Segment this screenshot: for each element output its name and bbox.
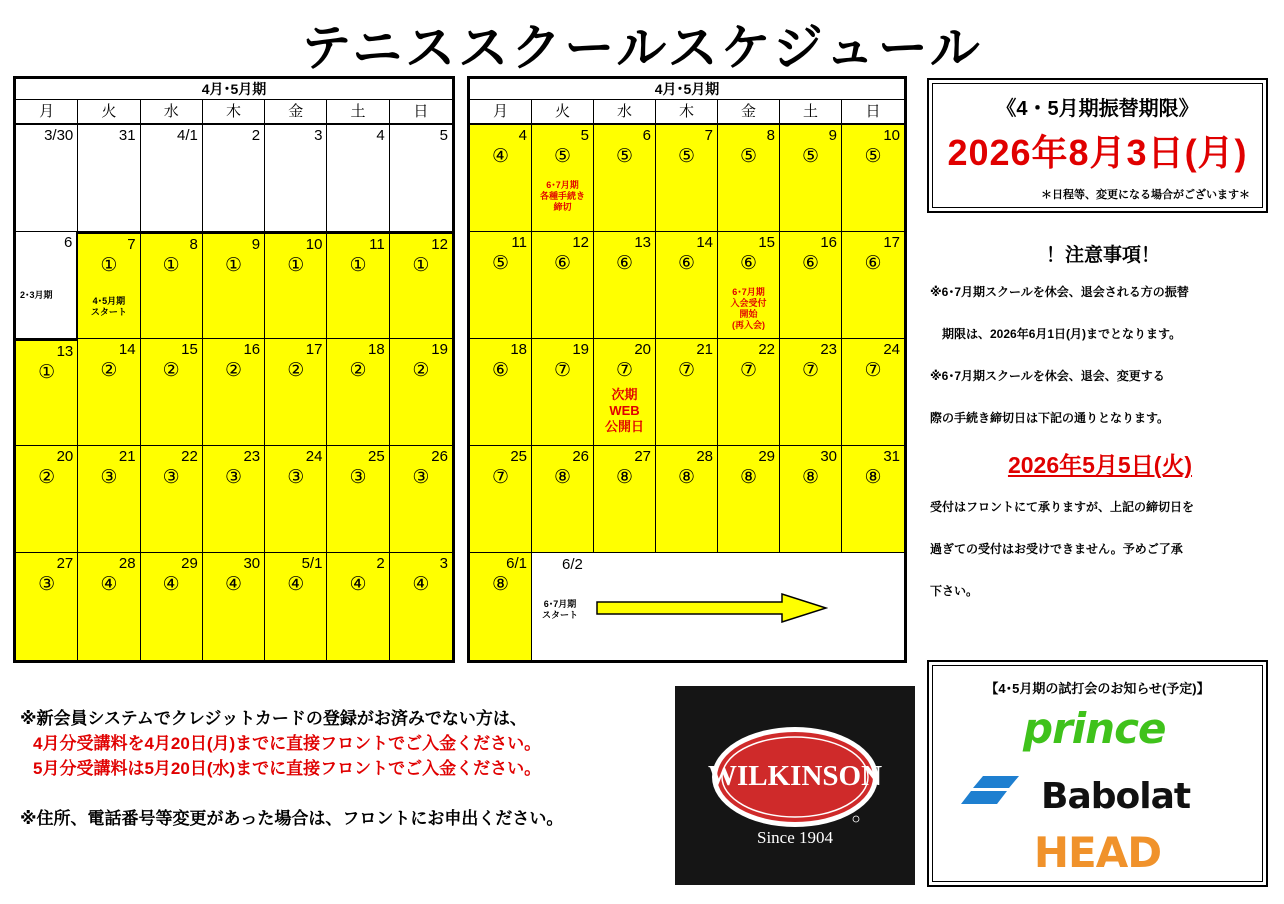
calendar-day-cell (203, 339, 265, 446)
cell-date: 3 (439, 555, 448, 572)
calendar-day-cell (141, 446, 203, 553)
calendar-day-cell (203, 232, 265, 339)
session-number: ③ (38, 574, 56, 595)
calendar-day-cell (327, 125, 389, 232)
cell-date: 5/1 (301, 555, 323, 572)
session-number: ③ (412, 467, 430, 488)
calendar-day-cell (718, 232, 780, 339)
notices-section (930, 240, 1270, 626)
notice-line: ※6･7月期スクールを休会、退会される方の振替 (930, 285, 1189, 299)
calendar-day-cell (594, 339, 656, 446)
weekday-row (470, 100, 904, 125)
session-number: ① (412, 255, 430, 276)
trial-title: 【4･5月期の試打会のお知らせ(予定)】 (985, 681, 1210, 696)
cell-date: 18 (368, 341, 385, 358)
calendar-right (467, 76, 907, 663)
cell-date: 24 (305, 448, 323, 465)
session-number: ④ (100, 574, 118, 595)
calendar-grid (470, 125, 904, 660)
cell-date: 21 (696, 341, 713, 358)
cell-date: 30 (243, 555, 261, 572)
cell-date: 20 (634, 341, 651, 358)
notice-line: 期限は、2026年6月1日(月)までとなります。 (942, 327, 1182, 341)
session-number: ③ (224, 467, 243, 488)
session-number: ⑤ (864, 146, 882, 167)
calendar-day-cell (265, 339, 327, 446)
cell-date: 31 (883, 448, 900, 465)
calendar-day-cell (141, 553, 203, 660)
cell-date: 3 (314, 127, 323, 144)
cell-date: 23 (820, 341, 837, 358)
cell-date: 7 (704, 127, 713, 144)
session-number: ① (287, 255, 305, 276)
weekday-wed: 水 (594, 100, 656, 123)
cell-note: 4･5月期 スタート (90, 296, 127, 317)
session-number: ⑤ (615, 146, 634, 167)
calendar-day-cell (78, 339, 140, 446)
calendar-day-cell (265, 446, 327, 553)
session-number: ③ (100, 467, 118, 488)
session-number: ① (224, 255, 243, 276)
cell-date: 22 (758, 341, 775, 358)
calendar-day-cell (656, 446, 718, 553)
cell-date: 10 (305, 236, 323, 253)
cell-note: 6･7月期 スタート (542, 599, 579, 620)
calendar-day-cell (141, 232, 203, 339)
session-number: ⑥ (801, 253, 820, 274)
session-number: ⑧ (677, 467, 696, 488)
weekday-thu: 木 (203, 100, 265, 123)
calendar-day-cell (718, 339, 780, 446)
calendar-day-cell (141, 339, 203, 446)
cell-date: 24 (883, 341, 900, 358)
cell-date: 30 (820, 448, 837, 465)
cell-date: 9 (251, 236, 261, 253)
deadline-footnote: ＊日程等、変更になる場合がございます＊ (1041, 189, 1250, 201)
weekday-tue: 火 (78, 100, 140, 123)
cell-date: 6 (642, 127, 651, 144)
session-number: ⑤ (491, 253, 510, 274)
session-number: ⑤ (553, 146, 572, 167)
cell-date: 5 (439, 127, 448, 144)
calendar-day-cell (16, 446, 78, 553)
weekday-row (16, 100, 452, 125)
session-number: ④ (224, 574, 243, 595)
calendar-day-cell (780, 125, 842, 232)
weekday-fri: 金 (718, 100, 780, 123)
cell-date: 6 (63, 234, 73, 251)
weekday-sat: 土 (327, 100, 389, 123)
cell-note: 2･3月期 (20, 290, 53, 300)
calendar-day-cell (390, 553, 452, 660)
calendar-day-cell (265, 553, 327, 660)
payment-line-may: 5月分受講料は5月20日(水)までに直接フロントでご入金ください。 (33, 759, 542, 778)
weekday-sun: 日 (413, 103, 429, 120)
session-number: ② (162, 360, 180, 381)
session-number: ⑧ (615, 467, 634, 488)
calendar-day-cell (16, 125, 78, 232)
calendar-day-cell (16, 232, 78, 339)
session-number: ⑧ (801, 467, 820, 488)
notice-line: 過ぎての受付はお受けできません。予めご了承 (930, 542, 1183, 556)
calendar-day-cell (78, 446, 140, 553)
cell-note: 次期 WEB 公開日 (604, 387, 644, 434)
cell-date: 10 (883, 127, 900, 144)
calendar-day-cell (594, 125, 656, 232)
calendar-day-cell (390, 232, 452, 339)
session-number: ② (412, 360, 430, 381)
deadline-inner-frame (932, 83, 1263, 208)
weekday-mon: 月 (470, 100, 532, 123)
arrow-right-icon (596, 593, 828, 623)
cell-date: 19 (572, 341, 589, 358)
cell-date: 2 (376, 555, 385, 572)
cell-date: 26 (572, 448, 589, 465)
session-number: ⑧ (553, 467, 572, 488)
calendar-day-cell (842, 125, 904, 232)
calendar-day-cell (390, 446, 452, 553)
session-number: ③ (162, 467, 180, 488)
calendar-day-cell (780, 232, 842, 339)
notice-line: 受付はフロントにて承りますが、上記の締切日を (930, 500, 1195, 514)
session-number: ⑥ (677, 253, 696, 274)
session-number: ⑦ (801, 360, 820, 381)
session-number: ② (100, 360, 118, 381)
cell-date: 4 (376, 127, 385, 144)
cell-date: 5 (580, 127, 589, 144)
cell-date: 28 (696, 448, 713, 465)
cell-date: 21 (118, 448, 136, 465)
calendar-day-cell (390, 125, 452, 232)
weekday-tue: 火 (532, 100, 594, 123)
session-number: ⑦ (553, 360, 572, 381)
session-number: ⑤ (677, 146, 696, 167)
calendar-day-cell (780, 339, 842, 446)
session-number: ④ (162, 574, 180, 595)
calendar-day-cell (656, 125, 718, 232)
cell-date: 4/1 (176, 127, 198, 144)
cell-date: 29 (181, 555, 198, 572)
cell-date: 14 (118, 341, 136, 358)
calendar-day-cell (203, 125, 265, 232)
session-number: ⑥ (615, 253, 634, 274)
calendar-day-cell (327, 446, 389, 553)
session-number: ⑧ (739, 467, 758, 488)
weekday-thu: 木 (656, 100, 718, 123)
deadline-heading: 《4・5月期振替期限》 (996, 98, 1199, 120)
cell-note: 6･7月期 各種手続き 締切 (539, 180, 585, 212)
cell-date: 14 (696, 234, 713, 251)
session-number: ⑥ (491, 360, 510, 381)
calendar-day-cell (470, 125, 532, 232)
calendar-day-cell (78, 232, 140, 339)
session-number: ② (224, 360, 243, 381)
weekday-wed: 水 (141, 100, 203, 123)
weekday-fri: 金 (265, 100, 327, 123)
calendar-day-cell (594, 232, 656, 339)
calendar-day-cell (842, 339, 904, 446)
cell-date: 16 (820, 234, 837, 251)
cell-date: 4 (518, 127, 527, 144)
wilkinson-brand: WILKINSON (707, 760, 883, 792)
cell-date: 9 (828, 127, 837, 144)
cell-date: 18 (510, 341, 527, 358)
calendar-day-cell (16, 553, 78, 660)
makeup-deadline-box (927, 78, 1268, 213)
calendar-day-cell (203, 446, 265, 553)
payment-line: ※新会員システムでクレジットカードの登録がお済みでない方は、 (20, 709, 527, 728)
calendar-left (13, 76, 455, 663)
head-logo: HEAD (1033, 828, 1162, 877)
trial-event-box (927, 660, 1268, 887)
cell-date: 17 (305, 341, 323, 358)
calendar-day-cell (265, 125, 327, 232)
prince-logo: prince (1023, 704, 1166, 753)
notices-title: ！注意事項！ (1045, 245, 1160, 266)
wilkinson-since: Since 1904 (756, 828, 834, 847)
session-number: ⑦ (864, 360, 882, 381)
cell-date: 3/30 (44, 127, 74, 144)
session-number: ⑦ (677, 360, 696, 381)
calendar-day-cell (656, 232, 718, 339)
calendar-day-cell (78, 125, 140, 232)
session-number: ① (349, 255, 367, 276)
cell-date: 15 (758, 234, 775, 251)
cell-date: 19 (431, 341, 448, 358)
cell-date: 15 (181, 341, 198, 358)
cell-date: 22 (181, 448, 198, 465)
deadline-date: 2026年8月3日(月) (947, 132, 1248, 173)
calendar-day-cell (327, 232, 389, 339)
cell-date: 25 (368, 448, 385, 465)
session-number: ① (162, 255, 180, 276)
cell-date: 12 (431, 236, 448, 253)
session-number: ① (100, 255, 118, 276)
session-number: ⑦ (491, 467, 510, 488)
session-number: ④ (491, 146, 510, 167)
cell-date: 16 (243, 341, 261, 358)
cell-date: 25 (510, 448, 527, 465)
calendar-day-cell (470, 553, 532, 660)
cell-date: 29 (758, 448, 775, 465)
session-number: ④ (412, 574, 430, 595)
weekday-mon: 月 (16, 100, 78, 123)
procedure-deadline-date: 2026年5月5日(火) (1007, 452, 1193, 478)
calendar-day-cell (141, 125, 203, 232)
cell-date: 28 (118, 555, 136, 572)
cell-date: 11 (511, 234, 527, 251)
calendar-day-cell (265, 232, 327, 339)
calendar-grid (16, 125, 452, 660)
weekday-sat: 土 (780, 100, 842, 123)
cell-date: 23 (243, 448, 261, 465)
session-number: ② (38, 467, 56, 488)
cell-date: 8 (189, 236, 198, 253)
cell-date: 11 (369, 236, 385, 253)
session-number: ⑤ (739, 146, 758, 167)
payment-line-april: 4月分受講料を4月20日(月)までに直接フロントでご入金ください。 (33, 734, 542, 753)
session-number: ④ (287, 574, 305, 595)
session-number: ⑥ (739, 253, 758, 274)
session-number: ⑦ (615, 360, 634, 381)
calendar-day-cell (203, 553, 265, 660)
calendar-day-cell (718, 125, 780, 232)
calendar-day-cell (390, 339, 452, 446)
wilkinson-logo (675, 686, 915, 885)
calendar-day-cell (78, 553, 140, 660)
payment-notice (20, 706, 563, 831)
calendar-day-cell (327, 553, 389, 660)
calendar-day-cell (532, 446, 594, 553)
session-number: ② (287, 360, 305, 381)
session-number: ⑤ (801, 146, 820, 167)
calendar-day-cell (470, 232, 532, 339)
babolat-logo: Babolat (1041, 776, 1191, 817)
wilkinson-ad (675, 686, 915, 885)
calendar-day-cell (532, 125, 594, 232)
session-number: ⑦ (739, 360, 758, 381)
session-number: ③ (287, 467, 305, 488)
calendar-day-cell (718, 446, 780, 553)
calendar-header: 4月･5月期 (470, 79, 904, 100)
cell-date: 26 (431, 448, 448, 465)
session-number: ⑥ (553, 253, 572, 274)
cell-date: 2 (251, 127, 261, 144)
calendar-day-cell (842, 232, 904, 339)
calendar-day-cell (16, 339, 78, 446)
calendar-day-cell (594, 446, 656, 553)
address-change-line: ※住所、電話番号等変更があった場合は、フロントにお申出ください。 (20, 809, 564, 828)
session-number: ⑥ (864, 253, 882, 274)
cell-date: 31 (118, 127, 136, 144)
cell-date: 6/1 (506, 555, 527, 572)
calendar-day-cell (656, 339, 718, 446)
weekday-sun: 日 (865, 103, 881, 120)
cell-date: 27 (56, 555, 74, 572)
cell-date: 27 (634, 448, 651, 465)
calendar-day-cell (470, 446, 532, 553)
cell-date: 13 (56, 343, 74, 360)
calendar-header: 4月･5月期 (16, 79, 452, 100)
notice-line: 際の手続き締切日は下記の通りとなります。 (930, 411, 1170, 425)
calendar-day-cell (532, 339, 594, 446)
cell-note: 6･7月期 入会受付 開始 (再入会) (730, 287, 767, 330)
cell-date: 8 (766, 127, 775, 144)
cell-date: 17 (883, 234, 900, 251)
cell-date: 7 (127, 236, 136, 253)
notice-line: ※6･7月期スクールを休会、退会、変更する (930, 369, 1165, 383)
cell-date: 13 (634, 234, 651, 251)
cell-date: 6/2 (562, 556, 583, 573)
calendar-day-cell (470, 339, 532, 446)
calendar-day-cell (780, 446, 842, 553)
session-number: ⑧ (491, 574, 510, 595)
cell-date: 12 (572, 234, 589, 251)
session-number: ③ (349, 467, 367, 488)
trial-inner-frame (932, 665, 1263, 882)
calendar-day-cell (327, 339, 389, 446)
next-term-start-cell (532, 553, 904, 660)
session-number: ④ (349, 574, 367, 595)
notice-line: 下さい。 (930, 584, 979, 598)
page-title: テニススクールスケジュール (301, 20, 983, 76)
session-number: ① (38, 362, 56, 383)
calendar-day-cell (842, 446, 904, 553)
cell-date: 20 (56, 448, 74, 465)
babolat-mark-icon (961, 774, 1041, 806)
calendar-day-cell (532, 232, 594, 339)
session-number: ② (349, 360, 367, 381)
session-number: ⑧ (864, 467, 882, 488)
